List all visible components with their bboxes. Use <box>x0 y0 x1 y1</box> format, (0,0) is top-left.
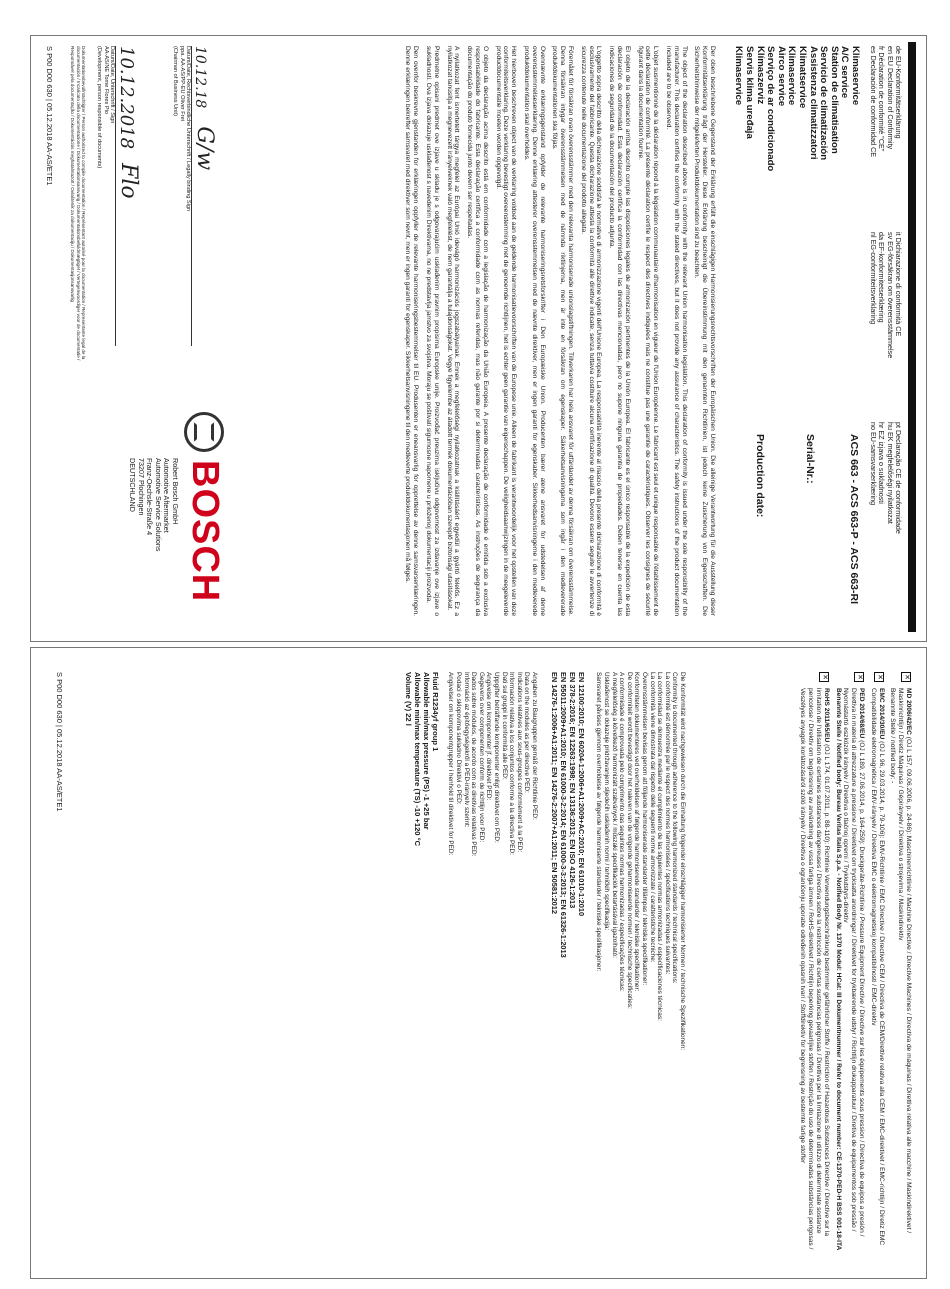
production-date-label: Production date: <box>754 434 766 518</box>
paragraph-hu: A nyilatkozat fent ismertetett tárgya megfelel az Európai Unió idevágó harmonizációs jogszabályainak. Ennek a megfelelőségi nyilatkozatnak a kiállításáért egyedül a gyártó felelős. Ez a nyilatkozat tanúsítja a megnevezett irányelveknek való megfelelést, de nem garantálja a tulajdonságokat. Vegye figyelembe az átadott termék dokumentációban szereplő biztonsági utasításokat. <box>445 46 461 616</box>
bosch-wordmark: BOSCH <box>184 460 226 603</box>
directive-emc: ✕ EMC 2014/30/EU (OJ L 96, 29.03.2014, p. 79-106): EMV-Richtlinie / EMC Directive / Directive CEM / Directiva de CEM/Direttive relativa alla CEM / EMC-direktivet / EMC-richtlijn / Diretiz EMC Compatibilidade eletromagnética / EMV-irányelv / Direktiva EMC o elektromagnetskoj kompatibilnosti / EMC-direktiv <box>869 672 885 1262</box>
standards-intro: Die Konformität wird nachgewiesen durch die Einhaltung folgender einschlägiger harmonisierter Normen / technische Spezifikationen: Conformity is documented through adherence to the following harmonized standards / technical specifications: La conformité est démontrée par le respect des normes harmonisées / spécifications techniques suivantes: La conformidad se demuestra mediante el cumplimiento de las siguientes normas armonizadas / especificaciones técnicas: La conformità viene dimostrata dal rispetto delle seguenti norme armonizzate / caratteristiche tecniche: Överensstämmelsen bevisas genom att följande harmoniserade standarder tillämpas / tekniska specifikationer: Konformiteten dokumenteres ved overholdelsen af følgende harmoniserede standarder / tekniske specifikationer: De conformiteit wordt bevestigd door het naleven van de volgende geharmoniseerde normen / technische specificaties: A conformidade é comprovada pelo cumprimento das seguintes normas harmonizadas / especificações técnicas: A megfelelőség a következő harmonizált szabványok / műszaki specifikációk betartásával igazolható: Usklađenost se dokazuje pridržavanjem sljedećih usklađenih normi / tehničkih specifikacija: Samsvaret påvises gjennom overholdelse av følgende harmoniserte standarder / tekniske spesifikasjoner: <box>595 672 686 1050</box>
directive-rohs: ✕ RoHS 2011/65/EU (OJ L 174, 01.07.2011, p. 88-110): Richtlinie Verwendungsbeschränkung bestimmter gefährlicher Stoffe / Restriction of Hazardous Substances Directive / Directive sur la limitation de l'utilisation de certaines substances dangereuses / Directiva sobre la restricción de ciertas sustancias peligrosas / Direttiva per la limitazione di utilizzo di determinate sostanze pericolose / Direktiv om begränsning av användning av vissa farliga ämnen / RoHS-direktivet / Richtlijn beperking gevaarlijke stoffen / Restrição do uso de determinadas substâncias perigosas / Veszélyes anyagok korlátozásáról szóló irányelv / Direktiva o ograničenju uporabe određenih opasnih tvari / Stoffdirektiv for begrensning av bestemte farlige stoffer <box>799 672 830 1262</box>
product-name-list: Klimaservice A/C service Station de climatisation Servicio de climatización Assistenza climatizzatori Klimatservice Klimaservice Airco service Serviço de ar condicionado Klímaszerviz Servis klima uređaja Klimaservice <box>733 46 861 172</box>
page-2-content <box>46 668 916 1268</box>
paragraph-nl: Het hierboven beschreven object van de verklaring voldoet aan de geldende harmonisatievoorschriften van de Europese unie. Alleen de fabrikant is verantwoordelijk voor het opstellen van deze conformiteitsverklaring. Deze verklaring bevestigt overeenstemming met de genoemde richtlijnen, het is echter geen garantie van eigenschappen. De veiligheidsaanwijzingen in de meegeleverde productdocumentatie moeten worden opgevolgd. <box>494 46 518 616</box>
declaration-paragraphs <box>399 46 716 616</box>
product-model: ACS 663 - ACS 663-P - ACS 663-RI <box>848 434 860 605</box>
footnote: Dokumentationsbevollmächtigter / Person authorized to compile documentation / Représentant autorisé pour la documentation / Representante legal de la documentación / Incaricato della documentazione / Dokumentationsansvarig / Dokumentationsbefuldmægtiget / Vertegenwoordiger voor de documentatie / Responsável pela documentação / Dokumentációs meghatalmazott / Ovlaštenik za dokumentaciju / Dokumentasjonsansvarlig <box>70 46 86 361</box>
paragraph-hr: Predmetne opisani predmet ove izjave u skladu je s odgovarajućim usklađenim pravnim propisima Europske unije. Proizvođač preuzima isključivu odgovornost za izdavanje ove izjave o sukladnosti. Ova izjava dokazuje usklađenost s navedenim Direktivama, no ne predstavlja jamstvo za svojstva. Moraju se poštivati sigurnosne napomene u priloženoj dokumentaciji proizvoda. <box>425 46 440 616</box>
ped-intro: Angaben zu Baugruppen gemäß der Richtlinie PED: Data on the modules as per directive PED: Indications relatives aux sous-groupes conformément à la PED: Información relativa a los conjuntos conforme a la directiva PED: Dati sui gruppi in conformità alle PED: Uppgifter beträffande komponenter enligt direktivet om PED: Angivelse om komponenter jf. direktivet PED: Gegevens over componenten conform de richtlijn voor PED: Dados sobre módulos, de acordo com as diretivas relativas PED: Információ az építőegységekről a PED-irányelv szerint: Podaci o sklopovima sukladno Direktivi o PED: Angivelser om komponentgrupper i henhold til direktivet for PED: <box>447 672 538 857</box>
checkbox-ped: ✕ <box>854 672 864 682</box>
signature-2: Flo <box>116 163 141 199</box>
directives-list <box>795 672 912 1262</box>
address: Robert Bosch GmbH Automotive Aftermarket Automotive Service Solutions Franz-Oechsle-Straße 4 73207 Plochingen DEUTSCHLAND <box>128 458 180 552</box>
page-2-footer: S P00 D00 630 | 05.12.2018 AA-AS/ETE1 <box>55 672 64 812</box>
checkbox-emc: ✕ <box>874 672 884 682</box>
bosch-block <box>127 412 226 612</box>
header-langs-right: pt Declaração CE de conformidade hu EK megfelelőségi nyilatkozat hr EZ izjava o sukladnosti no EU-samsvarserklæring <box>868 422 903 534</box>
header-langs-mid: it Dichiarazione di conformità CE sv EG-försäkran om överensstämmelse da EF-konformitetserklæring nl EG-conformiteitsverklaring <box>868 232 903 359</box>
directive-ped: ✕ PED 2014/68/EU (OJ L 189, 27.06.2014, p. 164-259): Druckgeräte-Richtlinie / Pressure Equipment Directive / Directive sur les équipements sous pression / Directiva de equipos a presión / Direttiva in materia di attrezzature a pressione / Direktivet om trycksatta anordningar / Direktivet for trykbærende udstyr / Richtlijn drukapparatuur / Diretiva de equipamentos sob pressão / Nyomástartó eszközök irányelv / Direktiva o tlačnoj opremi / Trykkutstyrs-direktiv Benannte Stelle / Notified body: Bureau Veritas Italia S.p.a. - Notified Body Nr. 1370 Modul: HCat: III Dokumentnummer / Refer to document number: CE-1370-PED-H BSS 001-18-ITA <box>834 672 865 1262</box>
checkbox-rohs: ✕ <box>819 672 829 682</box>
paragraph-de: Der oben beschriebene Gegenstand der Erklärung erfüllt die einschlägigen Harmonisierungsrechtsvorschriften der Europäischen Union. Die alleinige Verantwortung für die Ausstellung dieser Konformitätserklärung trägt der Hersteller. Diese Erklärung bescheinigt die Übereinstimmung mit den genannten Richtlinien, ist jedoch keine Zusicherung von Eigenschaften. Die Sicherheitshinweise der mitgelieferten Produktdokumentation sind zu beachten. <box>693 46 716 616</box>
page-1-footer: S P00 D00 630 | 05.12.2018 AA-AS/ETE1 <box>45 46 54 186</box>
handwritten-date-2: 10.12.2018 <box>116 46 137 150</box>
signature-block-1: 10.12.18 G/w Datum/Date, Rechtsverbindliche Unterschrift / Legally binding Sign ppa. AA-AS/PP-EU Oliver Frei (Chairman of Business Unit) <box>172 46 226 346</box>
bosch-logo-icon <box>185 412 225 452</box>
paragraph-fr: L'objet susmentionné de la déclaration répond à la législation communautaire d'harmonisation en vigueur de l'Union Européenne. Le fabricant est seul et unique responsable de l'établissement de cette déclaration de conformité. La présente déclaration certifie le respect des directives indiquées mais ne constitue pas une garantie de caractéristiques. Observer les consignes de sécurité figurant dans la documentation fournie. <box>636 46 660 616</box>
directive-md: ✕ MD 2006/42/EC (OJ L 157, 09.06.2006, p. 24-86): Maschinenrichtlinie / Machine Directive / Directive Machines / Directiva de máquinas / Direttiva relativa alle macchine / Maskindirektivet / Maskinrichtlijn / Diretiz Máquinas / Gépirányelv / Direktiva o strojevima / Maskindirektiv Benannte Stelle / notified body: - <box>889 672 912 1262</box>
paragraph-en: The object of the declaration described above is in conformity with the relevant Union harmonisation legislation. This declaration of conformity is issued under the sole responsibility of the manufacturer. This declaration certifies the conformity with the stated directives, but it does not provide any assurance of characteristics. The safety instructions of the product documentation included are to be observed. <box>665 46 688 616</box>
standards-list: EN 12100:2010; EN 60204-1:2006+A1:2009+AC:2010; EN 61010-1:2010 EN 378-2:2016; EN 12263:1998; EN 13136:2013; EN ISO 4126-1:2013 EN 55011:2009+A1:2010; EN 61000-3-2:2014; EN 61000-3-3:2013; EN 61326-1:2013 EN 14276-1:2006+A1:2011; EN 14276-2:2007+A1:2011; EN 50581:2012 <box>550 672 586 958</box>
signature-block-2: 10.12.2018 Flo Datum/Date, Unterschrift / Sign AA-AS/NE Tome Flores Pio (Development, person responsible of documents) <box>96 46 156 346</box>
page-1-content <box>41 42 916 632</box>
signature-1: G/w <box>192 126 217 171</box>
paragraph-no: Den ovenfor beskrevne gjenstanden for erklæringen oppfyller de relevante harmoniseringsbestemmelser til EU. Produsenten er eneansvarlig for opprettelse av denne samsvarserklæringen. Denne erklæringen bekrefter samsvaret med direktiver som nevnt, men er ingen garanti for egenskaper. Sikkerhetsanvisningene til den medleverte produktdokumentasjonen må følges. <box>404 46 420 616</box>
paragraph-da: Ovennævnte erklæringsgenstand opfylder de relevante harmoniseringsretsforskrifter i Den Europæiske Union. Producenten bærer alene ansvaret for udstedelsen af denne overensstemmelseserklæring. Denne erklæring attesterer overensstemmelsen med de nævnte direktiver, men er ingen garanti for egenskaber. Sikkerhedsanvisningerne i den medleverede produktdokumentation skal overholdes. <box>523 46 546 616</box>
paragraph-sv: Föremålet för försäkran ovan överensstämmer med den relevanta harmoniserade unionslagstiftningen. Tillverkaren har hela ansvaret för utfärdandet av denna försäkran om överensstämmelse. Denna försäkran intygar överensstämmelsen med de nämnda riktlinjerna, men är inte en försäkran om egenskaper. Säkerhetsanvisningarna som ingår i den medlevererade produktdokumentationen ska följas. <box>551 46 575 616</box>
fluid-specs: Fluid R1234yf group 1 Allowable min/max pressure (PS) -1 +25 bar Allowable min/max temperature (TS) -10 +120 °C Volume (V) 22 l <box>404 672 440 847</box>
paragraph-es: El objeto de la declaración arriba descrito cumple las disposiciones legales de armonización pertinentes de la Unión Europea. El fabricante es el único responsable de la expedición de esta declaración de conformidad. Esta declaración certifica la conformidad con las directivas mencionadas, pero no supone ninguna garantía de propiedades. Deben tenerse en cuenta las indicaciones de seguridad de la documentación del producto adjunta. <box>608 46 631 616</box>
serial-label: Serial-Nr.: <box>804 434 816 484</box>
declaration-page-1 <box>30 35 927 642</box>
checkbox-md: ✕ <box>901 672 911 682</box>
declaration-page-2 <box>30 647 927 1279</box>
header-black-bar <box>908 42 916 632</box>
handwritten-date-1: 10.12.18 <box>192 46 208 109</box>
paragraph-it: L'oggetto sopra descritto della dichiarazione soddisfa le normative di armonizzazione vigenti dell'Unione Europea. La responsabilità inerente al rilascio della presente dichiarazione di conformità è esclusivamente del fabbricante. Questa dichiarazione attesta la conformità alle direttive indicate, senza tuttavia costituire alcuna certificazione di qualità. Devono essere seguite le avvertenze di sicurezza contenute nelle documentazione del prodotto allegata. <box>579 46 603 616</box>
header-langs-left: de EU-Konformitätserklärung en EU Declaration of Conformity fr Déclaration de conformité "CE" es Declaración de conformidad CE <box>868 46 903 158</box>
paragraph-pt: O objeto da declaração acima descrito está em conformidade com a legislação de harmonização da União Europeia. A presente declaração de conformidade é emitida sob a exclusiva responsabilidade do fabricante. Esta declaração certifica a conformidade com as normas referidas, mas não garante por si determinadas características. As instruções de segurança da documentação do produto fornecida junto devem ser respeitadas. <box>466 46 489 616</box>
